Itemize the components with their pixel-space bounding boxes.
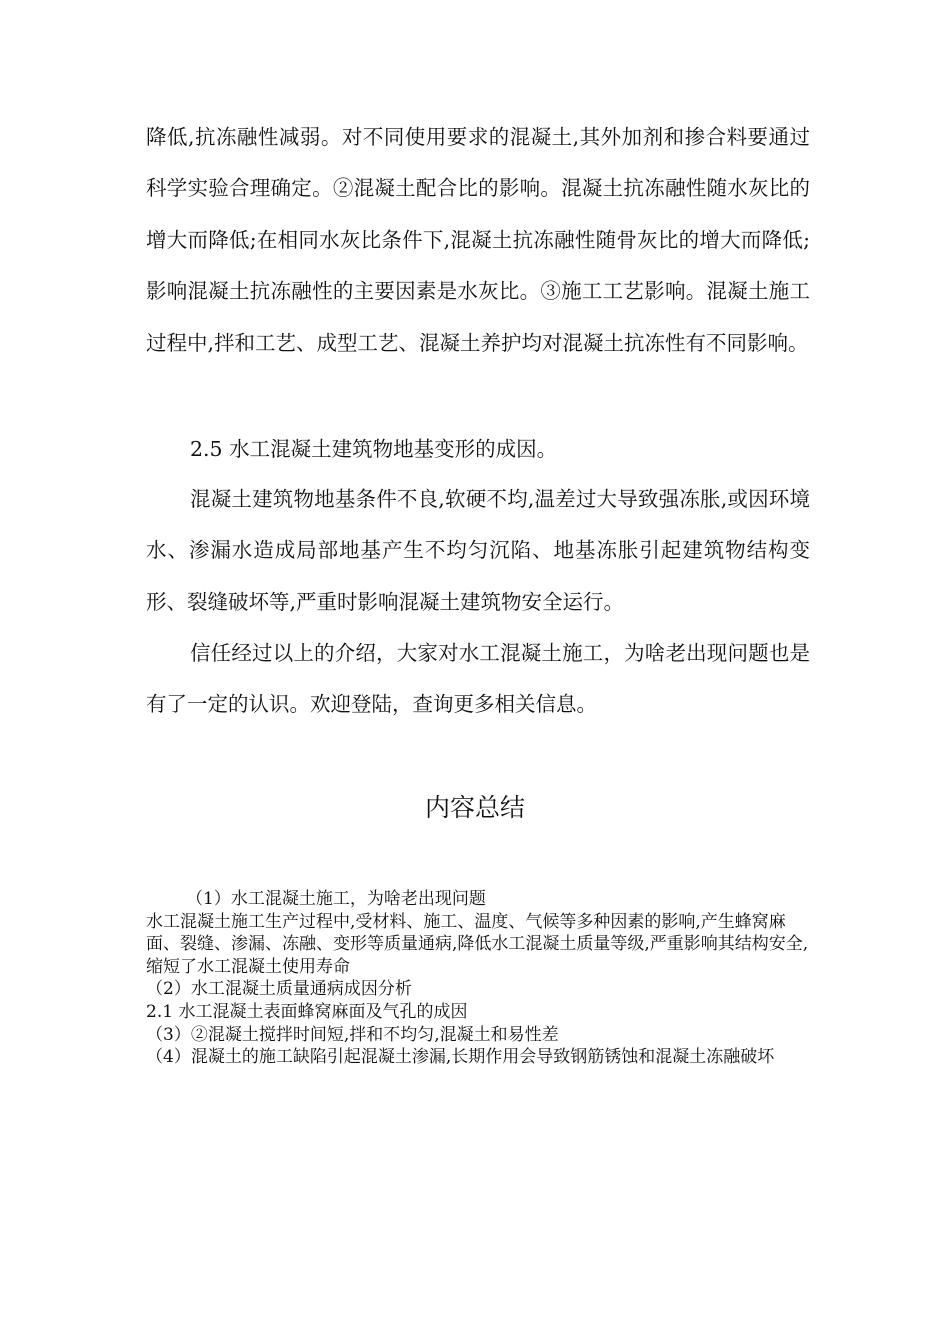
summary-section bbox=[146, 888, 810, 1069]
section-heading-2-5: 2.5 水工混凝土建筑物地基变形的成因。 bbox=[190, 437, 558, 461]
summary-item: （2）水工混凝土质量通病成因分析 bbox=[146, 979, 412, 1000]
paragraph-frost-resistance: 降低,抗冻融性减弱。对不同使用要求的混凝土,其外加剂和掺合料要通过科学实验合理确定。②混凝土配合比的影响。混凝土抗冻融性随水灰比的增大而降低;在相同水灰比条件下,混凝土抗冻融性随骨灰比的增大而降低;影响混凝土抗冻融性的主要因素是水灰比。③施工工艺影响。混凝土施工过程中,拌和工艺、成型工艺、混凝土养护均对混凝土抗冻性有不同影响。 bbox=[146, 125, 810, 355]
paragraph-closing: 信任经过以上的介绍，大家对水工混凝土施工，为啥老出现问题也是有了一定的认识。欢迎登陆，查询更多相关信息。 bbox=[146, 641, 810, 717]
summary-item: 水工混凝土施工生产过程中,受材料、施工、温度、气候等多种因素的影响,产生蜂窝麻面、裂缝、渗漏、冻融、变形等质量通病,降低水工混凝土质量等级,严重影响其结构安全,缩短了水工混凝土使用寿命 bbox=[146, 911, 809, 977]
summary-item: （4）混凝土的施工缺陷引起混凝土渗漏,长期作用会导致钢筋锈蚀和混凝土冻融破坏 bbox=[146, 1047, 775, 1068]
summary-item: 2.1 水工混凝土表面蜂窝麻面及气孔的成因 bbox=[146, 1001, 468, 1022]
summary-item: （3）②混凝土搅拌时间短,拌和不均匀,混凝土和易性差 bbox=[146, 1024, 559, 1045]
summary-title: 内容总结 bbox=[424, 793, 525, 822]
paragraph-foundation-deformation: 混凝土建筑物地基条件不良,软硬不均,温差过大导致强冻胀,或因环境水、渗漏水造成局部地基产生不均匀沉陷、地基冻胀引起建筑物结构变形、裂缝破坏等,严重时影响混凝土建筑物安全运行。 bbox=[146, 487, 810, 614]
summary-item: （1）水工混凝土施工，为啥老出现问题 bbox=[186, 889, 486, 909]
